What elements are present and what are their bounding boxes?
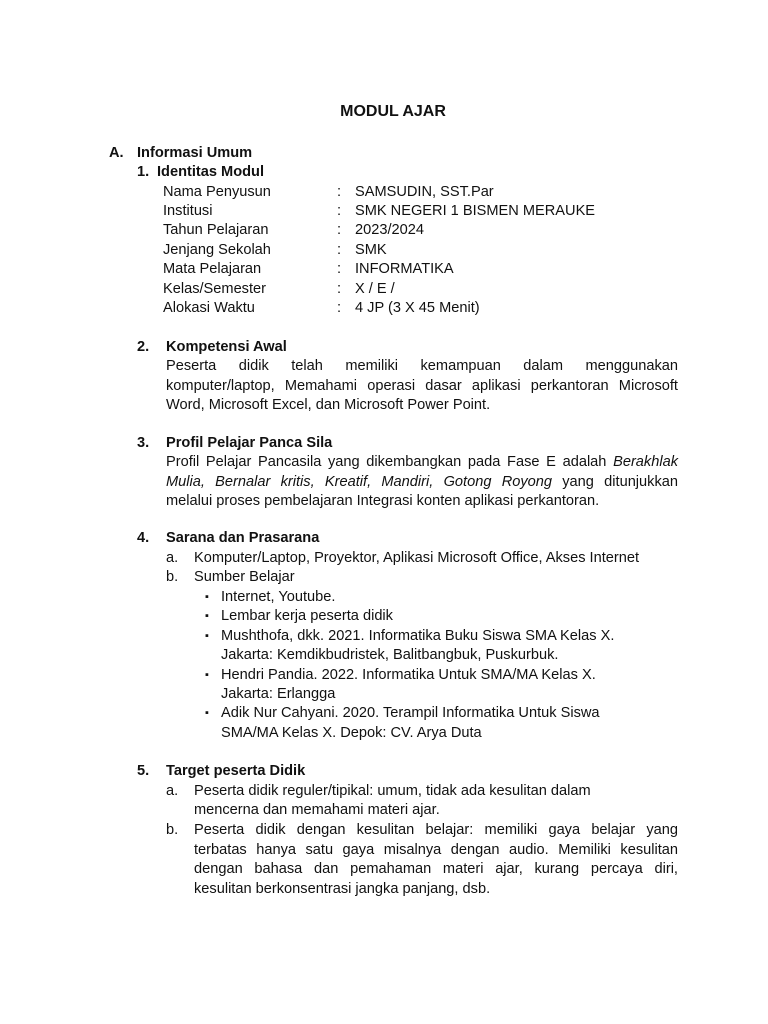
sarana-item-b-marker: b. [166,569,179,585]
profil-text: yang ditunjukkan [552,473,678,490]
paragraph-line: melalui proses pembelajaran Integrasi konten aplikasi perkantoran. [166,493,600,509]
profil-heading: Profil Pelajar Panca Sila [166,435,333,451]
paragraph-line [166,453,678,473]
identitas-label: Institusi [163,203,213,219]
identitas-value: 2023/2024 [355,222,424,238]
section-a-marker: A. [109,145,124,161]
identitas-label: Jenjang Sekolah [163,242,271,258]
identitas-sep: : [337,261,342,277]
identitas-label: Mata Pelajaran [163,261,262,277]
bullet-icon: ▪ [205,707,209,719]
paragraph-line: Word, Microsoft Excel, dan Microsoft Power Point. [166,397,491,413]
identitas-value: SMK NEGERI 1 BISMEN MERAUKE [355,203,596,219]
paragraph-line: kesulitan berkonsentrasi jangka panjang, dsb. [194,880,491,897]
kompetensi-heading: Kompetensi Awal [166,339,287,355]
source-line: Hendri Pandia. 2022. Informatika Untuk SMA/MA Kelas X. [221,667,596,683]
identitas-sep: : [337,300,342,316]
document-title: MODUL AJAR [340,103,446,120]
profil-paragraph [166,453,678,512]
paragraph-line [166,473,678,493]
target-item-b-marker: b. [166,822,179,838]
sarana-item-b-text: Sumber Belajar [194,569,295,585]
target-item-a-line: mencerna dan memahami materi ajar. [194,802,440,818]
bullet-icon: ▪ [205,591,209,603]
target-heading: Target peserta Didik [166,763,306,779]
sarana-marker: 4. [137,530,150,546]
profil-italic: Berakhlak [613,454,678,470]
bullet-icon: ▪ [205,630,209,642]
identitas-value: INFORMATIKA [355,261,454,277]
target-item-a-marker: a. [166,783,179,799]
identitas-sep: : [337,242,342,258]
source-line: Mushthofa, dkk. 2021. Informatika Buku Siswa SMA Kelas X. [221,628,615,644]
paragraph-line: Peserta didik telah memiliki kemampuan dalam menggunakan [166,358,678,374]
profil-italic: Mulia, Bernalar kritis, Kreatif, Mandiri, Gotong Royong [166,473,552,490]
profil-text: Profil Pelajar Pancasila yang dikembangkan pada Fase E adalah [166,454,614,470]
sarana-heading: Sarana dan Prasarana [166,530,320,546]
identitas-value: SAMSUDIN, SST.Par [355,184,494,200]
target-marker: 5. [137,763,150,779]
identitas-value: SMK [355,242,387,258]
kompetensi-paragraph [166,357,678,416]
identitas-sep: : [337,281,342,297]
kompetensi-marker: 2. [137,339,150,355]
identitas-value: 4 JP (3 X 45 Menit) [355,300,480,316]
source-line: Lembar kerja peserta didik [221,608,393,624]
source-line: Adik Nur Cahyani. 2020. Terampil Informatika Untuk Siswa [221,705,600,721]
identitas-label: Kelas/Semester [163,281,267,297]
source-line: Jakarta: Kemdikbudristek, Balitbangbuk, Puskurbuk. [221,647,559,663]
identitas-label: Tahun Pelajaran [163,222,269,238]
paragraph-line: Peserta didik dengan kesulitan belajar: memiliki gaya belajar yang [194,822,678,838]
target-item-b-paragraph [194,821,678,899]
identitas-label: Alokasi Waktu [163,300,255,316]
paragraph-line: dengan bahasa dan pemahaman materi ajar, kurang percaya diri, [194,861,678,877]
source-line: SMA/MA Kelas X. Depok: CV. Arya Duta [221,725,482,741]
sarana-item-a-text: Komputer/Laptop, Proyektor, Aplikasi Microsoft Office, Akses Internet [194,550,640,566]
bullet-icon: ▪ [205,610,209,622]
section-a-heading: Informasi Umum [137,145,253,161]
target-item-a-line: Peserta didik reguler/tipikal: umum, tidak ada kesulitan dalam [194,783,591,799]
paragraph-line: terbatas hanya satu gaya misalnya dengan audio. Memiliki kesulitan [194,841,678,858]
identitas-sep: : [337,203,342,219]
sarana-item-a-marker: a. [166,550,179,566]
identitas-sep: : [337,184,342,200]
identitas-label: Nama Penyusun [163,184,271,200]
identitas-heading: Identitas Modul [157,164,265,180]
profil-marker: 3. [137,435,150,451]
paragraph-line: komputer/laptop, Memahami operasi dasar aplikasi perkantoran Microsoft [166,377,678,394]
identitas-value: X / E / [355,281,395,297]
source-line: Internet, Youtube. [221,589,336,605]
identitas-sep: : [337,222,342,238]
bullet-icon: ▪ [205,669,209,681]
source-line: Jakarta: Erlangga [221,686,336,702]
identitas-marker: 1. [137,164,150,180]
